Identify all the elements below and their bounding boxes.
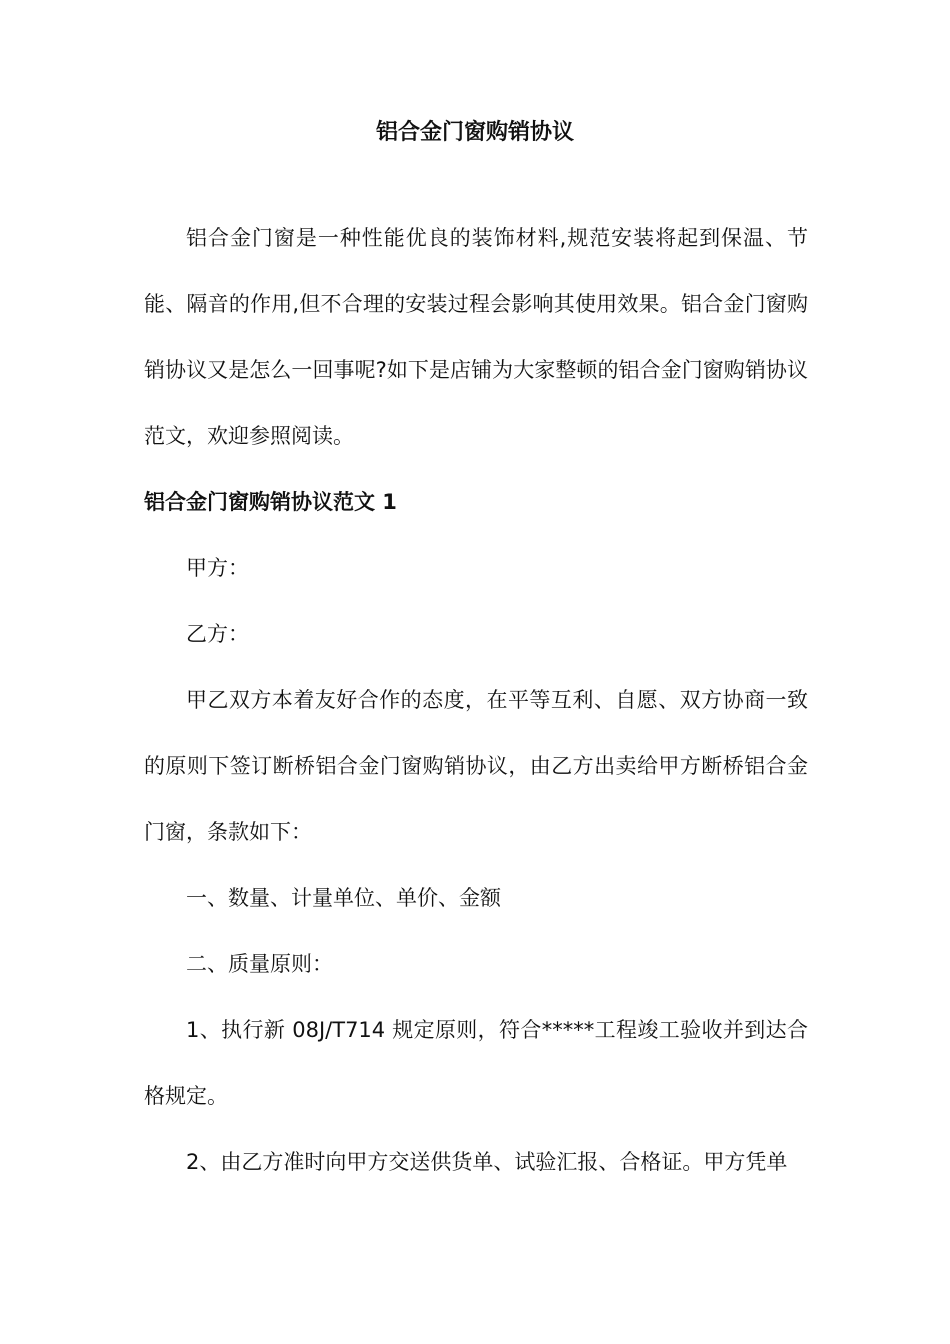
clause-one: 一、数量、计量单位、单价、金额 (186, 886, 501, 910)
agreement-paragraph: 甲乙双方本着友好合作的态度，在平等互利、自愿、双方协商一致的原则下签订断桥铝合金门窗购销协议，由乙方出卖给甲方断桥铝合金门窗，条款如下： (144, 688, 808, 844)
party-b-line: 乙方： (186, 622, 249, 646)
clause-two-item-2: 2、由乙方准时向甲方交送供货单、试验汇报、合格证。甲方凭单 (186, 1150, 788, 1174)
clause-two: 二、质量原则： (186, 952, 333, 976)
section-heading: 铝合金门窗购销协议范文 1 (144, 490, 397, 514)
document-title: 铝合金门窗购销协议 (375, 120, 574, 145)
clause-two-item-1: 1、执行新 08J/T714 规定原则，符合*****工程竣工验收并到达合格规定。 (144, 1018, 808, 1108)
document-body (144, 205, 808, 1195)
intro-paragraph: 铝合金门窗是一种性能优良的装饰材料,规范安装将起到保温、节能、隔音的作用,但不合理的安装过程会影响其使用效果。铝合金门窗购销协议又是怎么一回事呢?如下是店铺为大家整顿的铝合金门窗购销协议范文，欢迎参照阅读。 (144, 226, 808, 448)
party-a-line: 甲方： (186, 556, 249, 580)
